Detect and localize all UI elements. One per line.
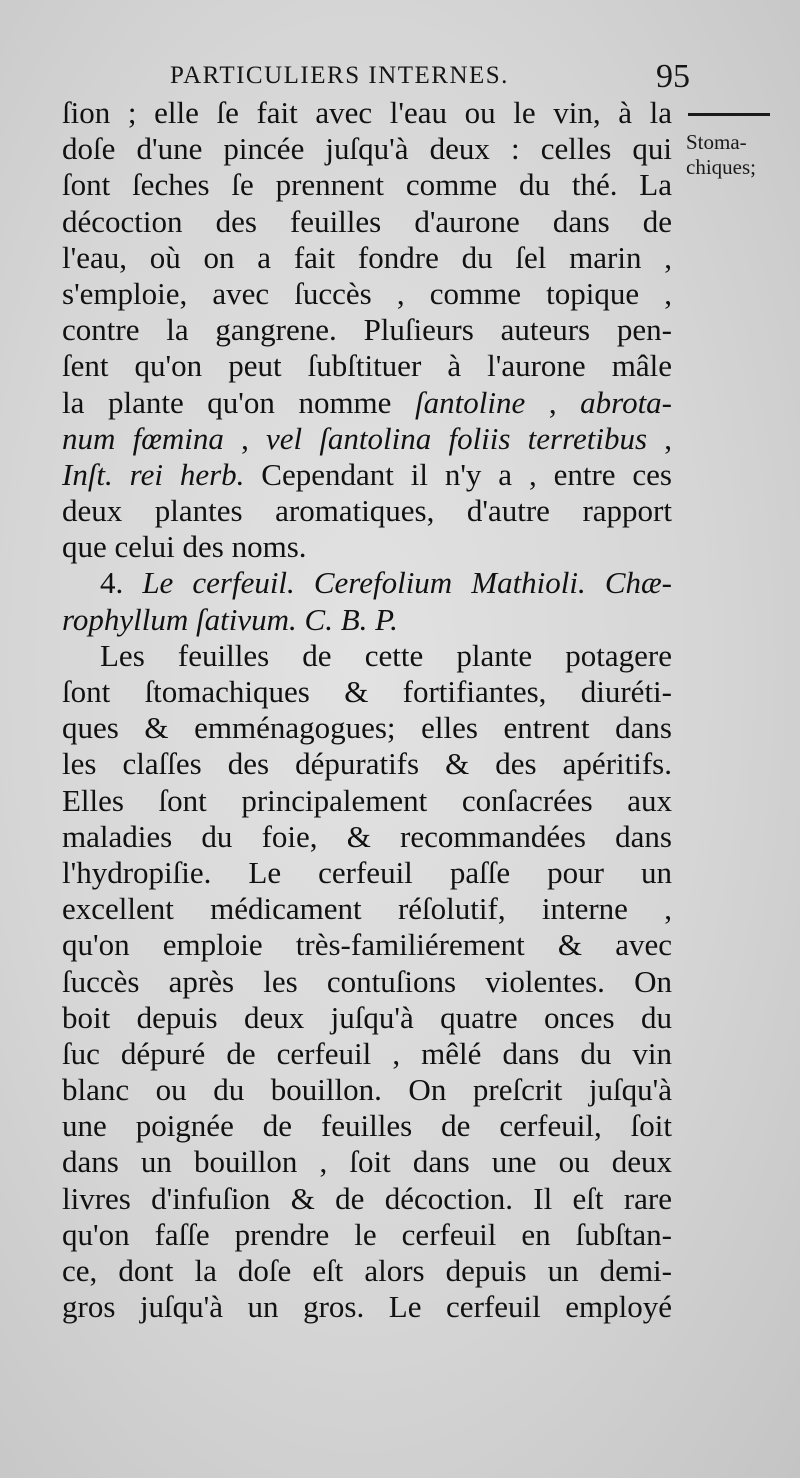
text-line — [62, 1036, 672, 1072]
text-line — [62, 602, 672, 638]
text-run: Les feuilles de cette plante potagere — [100, 637, 672, 673]
text-run: dans un bouillon , ſoit dans une ou deux — [62, 1144, 672, 1180]
text-run: doſe d'une pincée juſqu'à deux : celles qui — [62, 131, 672, 167]
text-run: , — [525, 384, 581, 420]
italic-text: Inſt. rei herb. — [62, 456, 245, 492]
text-line — [62, 1181, 672, 1217]
text-run: contre la gangrene. Pluſieurs auteurs pen- — [62, 312, 672, 348]
text-line — [62, 131, 672, 167]
text-line — [62, 95, 672, 131]
text-run: s'emploie, avec ſuccès , comme topique , — [62, 275, 672, 311]
text-line — [62, 783, 672, 819]
margin-note-line: Stoma- — [686, 130, 747, 154]
text-run: gros juſqu'à un gros. Le cerfeuil employé — [62, 1289, 672, 1325]
text-line — [62, 1000, 672, 1036]
text-line — [62, 167, 672, 203]
text-line — [62, 529, 672, 565]
text-run: la plante qu'on nomme — [62, 384, 416, 420]
text-run: , — [223, 420, 266, 456]
text-run: ſion ; elle ſe fait avec l'eau ou le vin, à la — [62, 95, 672, 130]
text-line — [62, 312, 672, 348]
text-run: ce, dont la doſe eſt alors depuis un demi- — [62, 1253, 672, 1288]
text-run: qu'on emploie très-familiérement & avec — [62, 927, 672, 963]
margin-rule — [688, 113, 770, 116]
text-line — [62, 855, 672, 891]
page-number: 95 — [656, 58, 690, 95]
text-run: excellent médicament réſolutif, interne , — [62, 891, 672, 927]
text-line — [62, 348, 672, 384]
text-line — [62, 674, 672, 710]
text-line — [62, 1144, 672, 1180]
text-run: boit depuis deux juſqu'à quatre onces du — [62, 999, 672, 1035]
text-run: ſont ſtomachiques & fortifiantes, diuréti- — [62, 674, 672, 709]
margin-note-line: chiques; — [686, 155, 756, 179]
text-run: Cependant il n'y a , entre ces — [244, 456, 672, 492]
text-line — [62, 204, 672, 240]
text-run: décoction des feuilles d'aurone dans de — [62, 203, 672, 239]
text-run: 4. — [100, 565, 143, 601]
text-run: Elles ſont principalement conſacrées aux — [62, 782, 672, 818]
text-line — [62, 638, 672, 674]
text-line — [62, 1253, 672, 1289]
italic-text: vel ſantolina foliis terretibus — [266, 420, 648, 456]
text-line — [62, 891, 672, 927]
text-line — [62, 276, 672, 312]
text-run: ques & emménagogues; elles entrent dans — [62, 710, 672, 746]
text-run: l'eau, où on a fait fondre du ſel marin , — [62, 239, 672, 275]
text-line — [62, 927, 672, 963]
text-run: livres d'infuſion & de décoction. Il eſt rare — [62, 1180, 672, 1216]
text-line — [62, 240, 672, 276]
text-line — [62, 565, 672, 601]
text-line — [62, 964, 672, 1000]
text-run: deux plantes aromatiques, d'autre rapport — [62, 493, 672, 529]
text-run: que celui des noms. — [62, 529, 307, 565]
text-line — [62, 457, 672, 493]
text-run: , — [647, 420, 672, 456]
text-run: maladies du foie, & recommandées dans — [62, 818, 672, 854]
text-run: une poignée de feuilles de cerfeuil, ſoit — [62, 1108, 672, 1144]
text-run: qu'on faſſe prendre le cerfeuil en ſubſtan- — [62, 1216, 672, 1252]
text-run: ſuccès après les contuſions violentes. On — [62, 963, 672, 999]
text-line — [62, 1072, 672, 1108]
italic-text: rophyllum ſativum. C. B. P. — [62, 601, 398, 637]
text-line — [62, 493, 672, 529]
italic-text: num fœmina — [62, 420, 224, 456]
text-line — [62, 1217, 672, 1253]
text-line — [62, 421, 672, 457]
text-line — [62, 710, 672, 746]
text-line — [62, 1289, 672, 1325]
page-header — [170, 58, 690, 98]
italic-text: ſantoline — [415, 384, 526, 420]
text-line — [62, 746, 672, 782]
text-run: ſent qu'on peut ſubſtituer à l'aurone mâle — [62, 348, 672, 384]
italic-text: abrota- — [580, 384, 673, 420]
italic-text: Le cerfeuil. Cerefolium Mathioli. Chæ- — [142, 565, 673, 601]
text-run: les claſſes des dépuratifs & des apéritifs. — [62, 746, 672, 782]
running-head: PARTICULIERS INTERNES. — [170, 62, 509, 89]
text-run: blanc ou du bouillon. On preſcrit juſqu'à — [62, 1072, 672, 1108]
text-run: ſuc dépuré de cerfeuil , mêlé dans du vin — [62, 1035, 672, 1071]
text-line — [62, 1108, 672, 1144]
body-text — [62, 95, 672, 1325]
margin-note — [686, 130, 796, 180]
text-line — [62, 819, 672, 855]
text-run: l'hydropiſie. Le cerfeuil paſſe pour un — [62, 854, 672, 890]
text-run: ſont ſeches ſe prennent comme du thé. La — [62, 167, 672, 203]
text-line — [62, 385, 672, 421]
